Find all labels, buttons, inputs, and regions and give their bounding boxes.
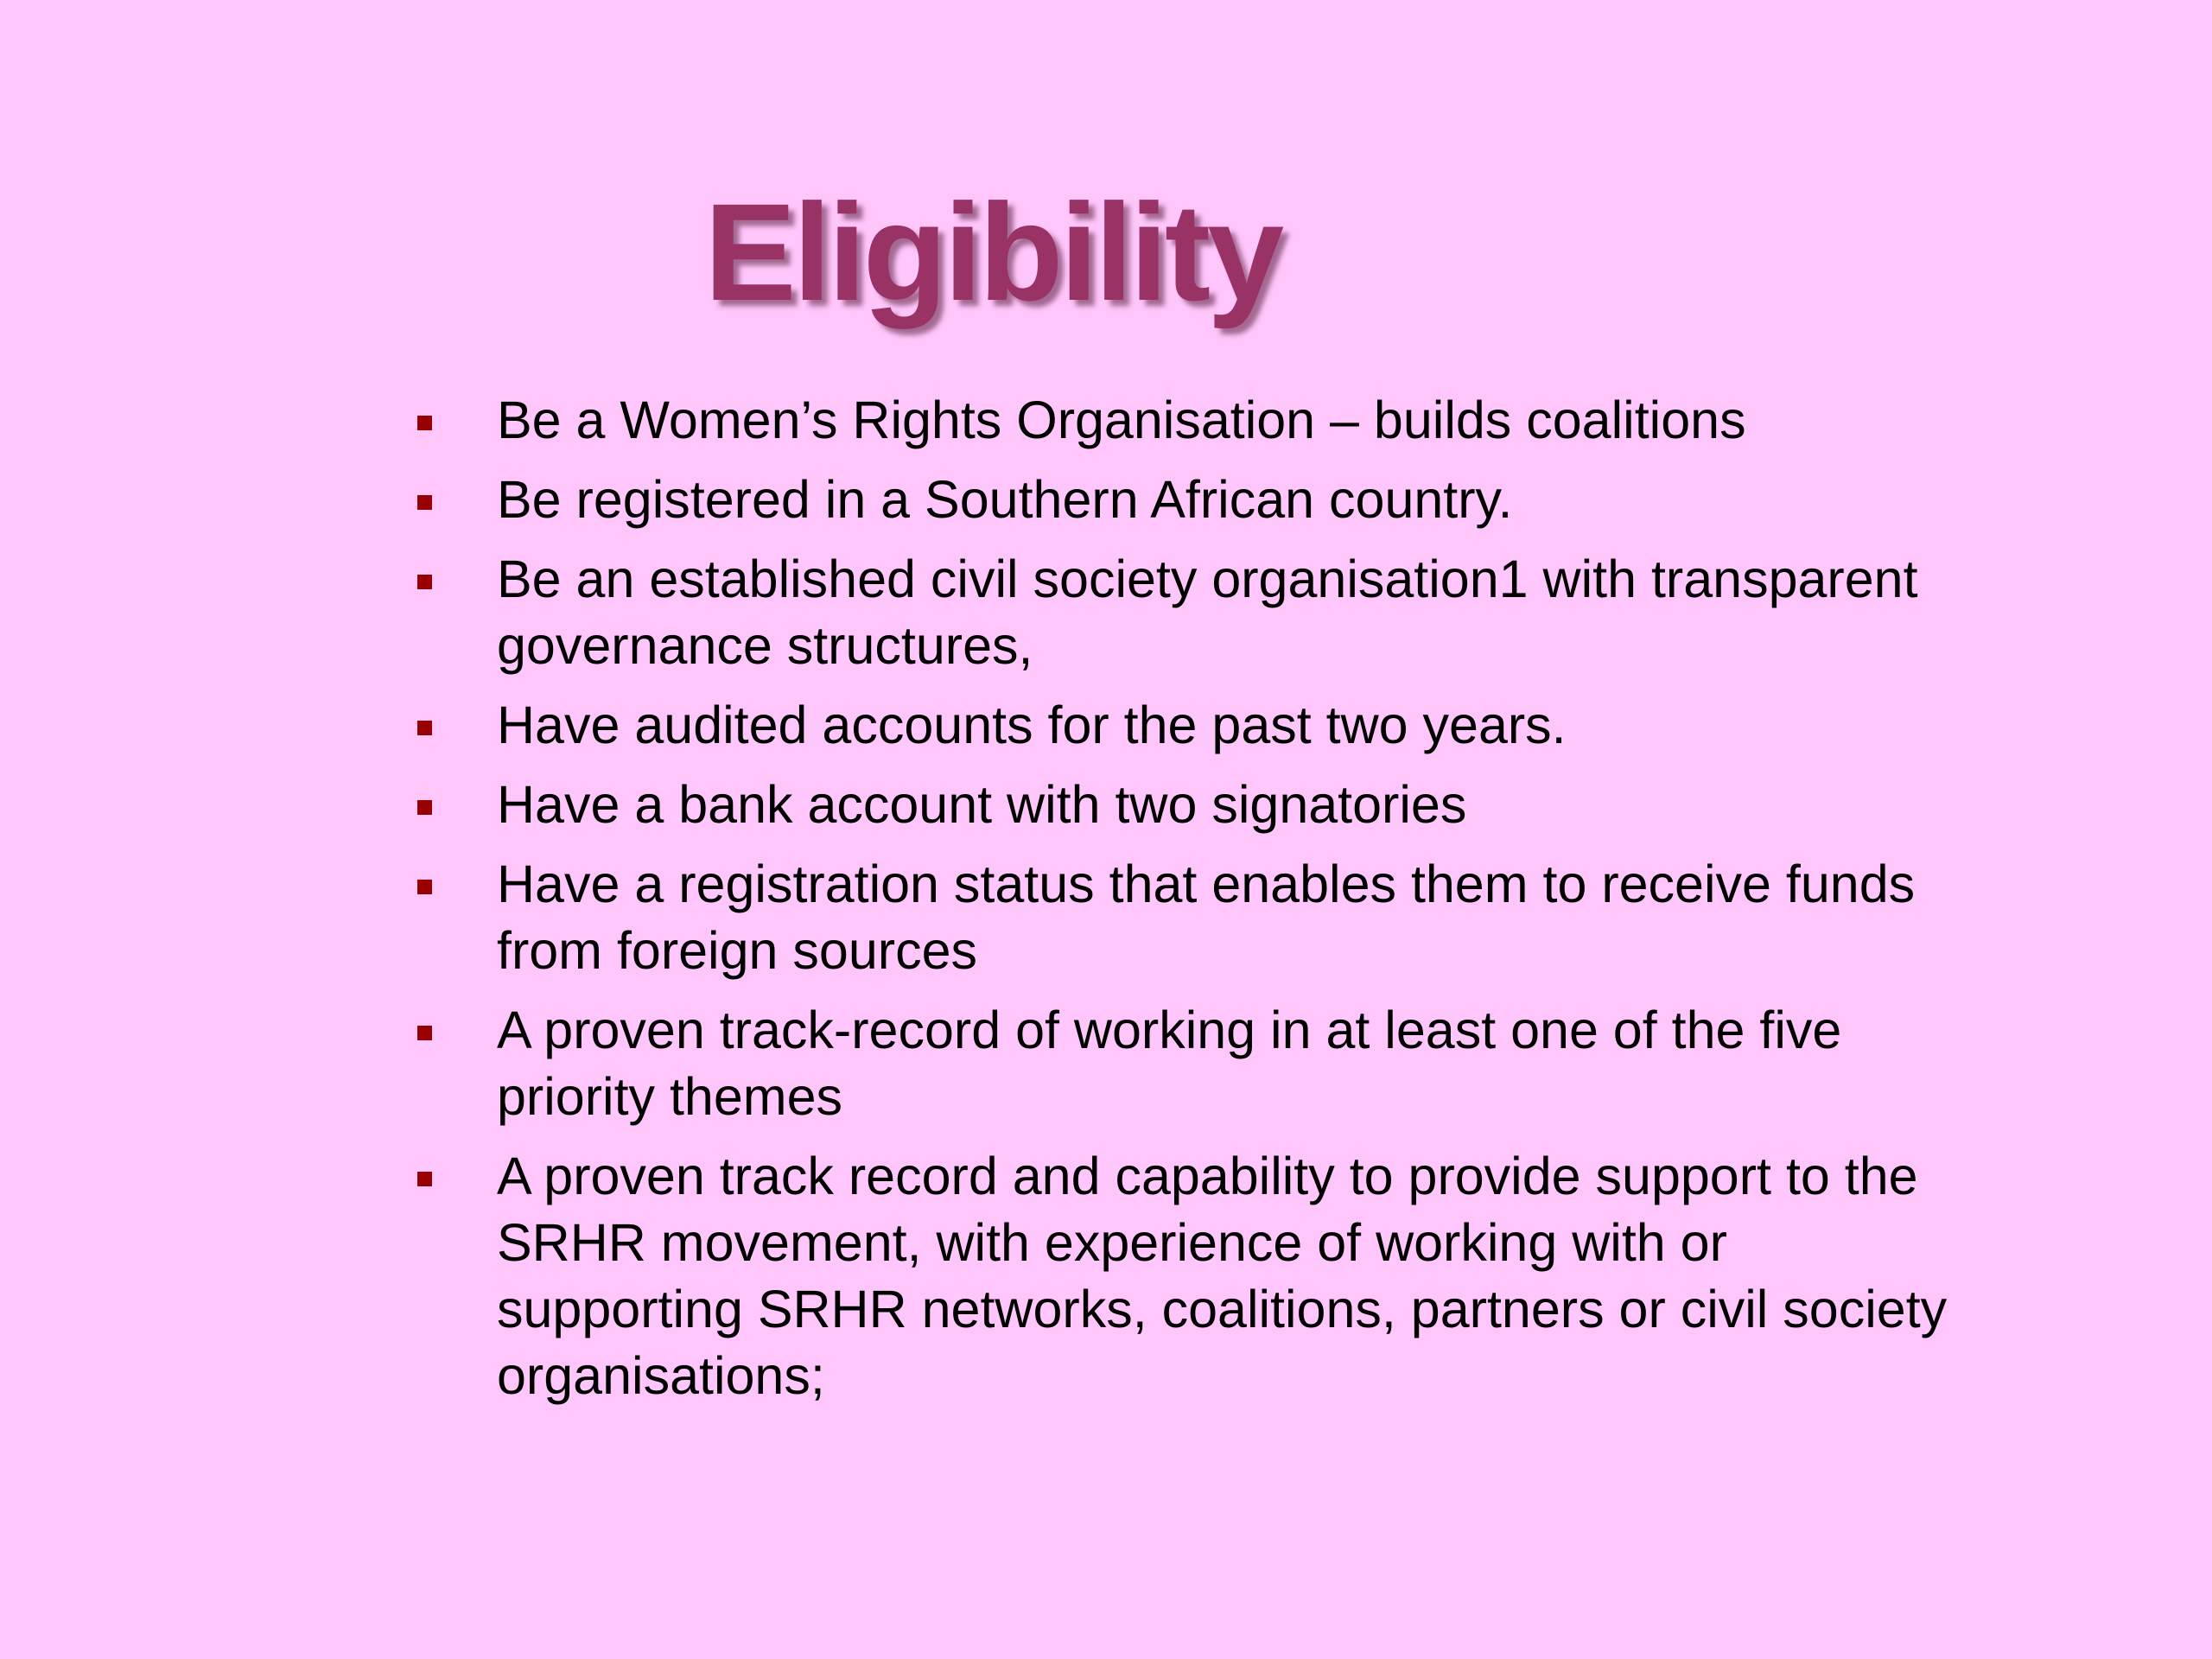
bullet-text: Have a bank account with two signatories: [497, 775, 1467, 834]
bullet-text: Be a Women’s Rights Organisation – builds coalitions: [497, 391, 1746, 449]
bullet-text: A proven track record and capability to provide support to the SRHR movement, with experience of working with or supporting SRHR networks, coalitions, partners or civil society organisations;: [497, 1147, 1948, 1405]
square-bullet-icon: [417, 495, 432, 510]
bullet-list: [411, 387, 1967, 1422]
square-bullet-icon: [417, 416, 432, 430]
bullet-text: Have audited accounts for the past two years.: [497, 696, 1567, 754]
square-bullet-icon: [417, 800, 432, 815]
list-item: [411, 772, 1967, 838]
square-bullet-icon: [417, 721, 432, 735]
list-item: [411, 851, 1967, 984]
list-item: [411, 997, 1967, 1130]
list-item: [411, 467, 1967, 533]
square-bullet-icon: [417, 880, 432, 894]
square-bullet-icon: [417, 1026, 432, 1040]
square-bullet-icon: [417, 1172, 432, 1186]
list-item: [411, 1143, 1967, 1409]
list-item: [411, 692, 1967, 759]
list-item: [411, 387, 1967, 454]
bullet-text: A proven track-record of working in at least one of the five priority themes: [497, 1001, 1842, 1126]
slide-title: Eligibility: [704, 175, 1281, 329]
square-bullet-icon: [417, 575, 432, 589]
bullet-text: Have a registration status that enables them to receive funds from foreign sources: [497, 855, 1916, 980]
bullet-text: Be registered in a Southern African country.: [497, 470, 1513, 529]
list-item: [411, 546, 1967, 679]
bullet-text: Be an established civil society organisation1 with transparent governance structures,: [497, 550, 1918, 675]
